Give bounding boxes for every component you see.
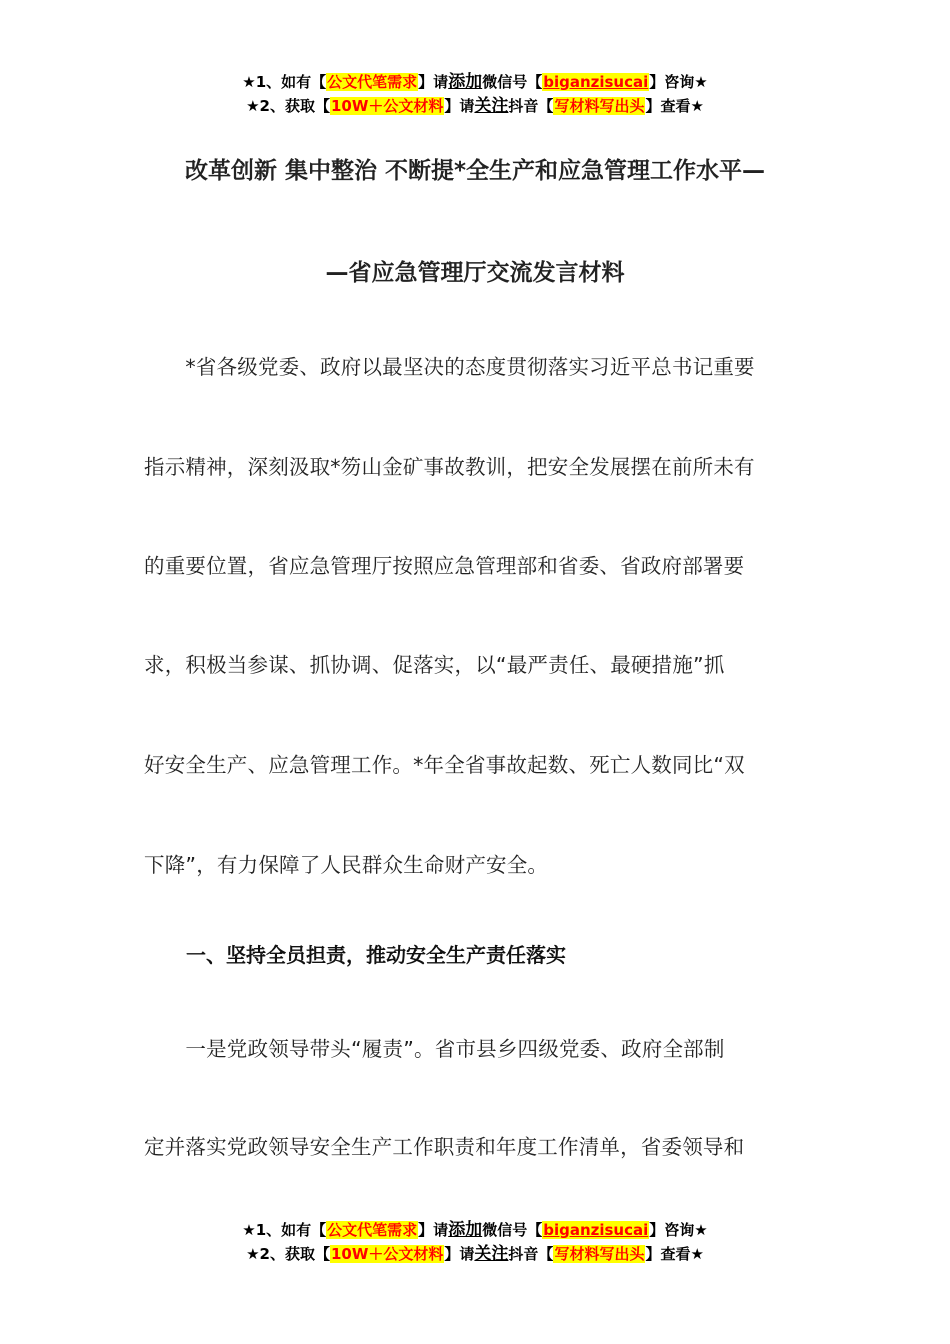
banner-line-2 — [0, 94, 950, 118]
banner-text: 】请 — [444, 1245, 475, 1263]
banner-text: 微信号【 — [482, 73, 543, 91]
document-title-line-1: 改革创新 集中整治 不断提*全生产和应急管理工作水平— — [184, 158, 766, 184]
banner-text: ★1、如有【 — [242, 1221, 327, 1239]
banner-underline: 添加 — [448, 1220, 483, 1240]
banner-wechat-id: biganzisucai — [543, 1221, 649, 1239]
body-line: 的重要位置，省应急管理厅按照应急管理部和省委、省政府部署要 — [144, 554, 745, 578]
banner-highlight: 写材料写出头 — [554, 97, 645, 115]
banner-highlight: 10W＋公文材料 — [330, 1245, 444, 1263]
banner-text: ★2、获取【 — [246, 97, 330, 115]
banner-text: ★2、获取【 — [246, 1245, 330, 1263]
body-line: 求，积极当参谋、抓协调、促落实，以“最严责任、最硬措施”抓 — [144, 653, 725, 677]
body-line: 一是党政领导带头“履责”。省市县乡四级党委、政府全部制 — [144, 1037, 725, 1061]
banner-text: ★1、如有【 — [242, 73, 327, 91]
banner-highlight: 公文代笔需求 — [327, 73, 418, 91]
banner-text: 】查看★ — [645, 97, 704, 115]
footer-banner — [0, 1218, 950, 1266]
banner-underline: 关注 — [474, 1244, 509, 1264]
banner-underline: 关注 — [474, 96, 509, 116]
document-title-line-2: —省应急管理厅交流发言材料 — [325, 260, 625, 286]
banner-text: 】咨询★ — [649, 73, 708, 91]
banner-highlight: 公文代笔需求 — [327, 1221, 418, 1239]
body-line: 定并落实党政领导安全生产工作职责和年度工作清单，省委领导和 — [144, 1135, 745, 1159]
banner-text: 】请 — [444, 97, 475, 115]
body-line: 好安全生产、应急管理工作。*年全省事故起数、死亡人数同比“双 — [144, 753, 745, 777]
body-line: *省各级党委、政府以最坚决的态度贯彻落实习近平总书记重要 — [144, 355, 755, 379]
banner-highlight: 写材料写出头 — [554, 1245, 645, 1263]
banner-line-2 — [0, 1242, 950, 1266]
header-banner — [0, 70, 950, 118]
banner-text: 抖音【 — [508, 97, 554, 115]
banner-text: 】请 — [418, 73, 449, 91]
body-line: 下降”，有力保障了人民群众生命财产安全。 — [144, 853, 549, 877]
banner-text: 】咨询★ — [649, 1221, 708, 1239]
banner-highlight: 10W＋公文材料 — [330, 97, 444, 115]
banner-text: 抖音【 — [508, 1245, 554, 1263]
banner-line-1 — [0, 1218, 950, 1242]
banner-text: 】查看★ — [645, 1245, 704, 1263]
body-line: 指示精神，深刻汲取*笏山金矿事故教训，把安全发展摆在前所未有 — [144, 455, 755, 479]
banner-text: 】请 — [418, 1221, 449, 1239]
banner-line-1 — [0, 70, 950, 94]
banner-wechat-id: biganzisucai — [543, 73, 649, 91]
banner-underline: 添加 — [448, 72, 483, 92]
banner-text: 微信号【 — [482, 1221, 543, 1239]
section-heading-1: 一、坚持全员担责，推动安全生产责任落实 — [186, 943, 566, 967]
